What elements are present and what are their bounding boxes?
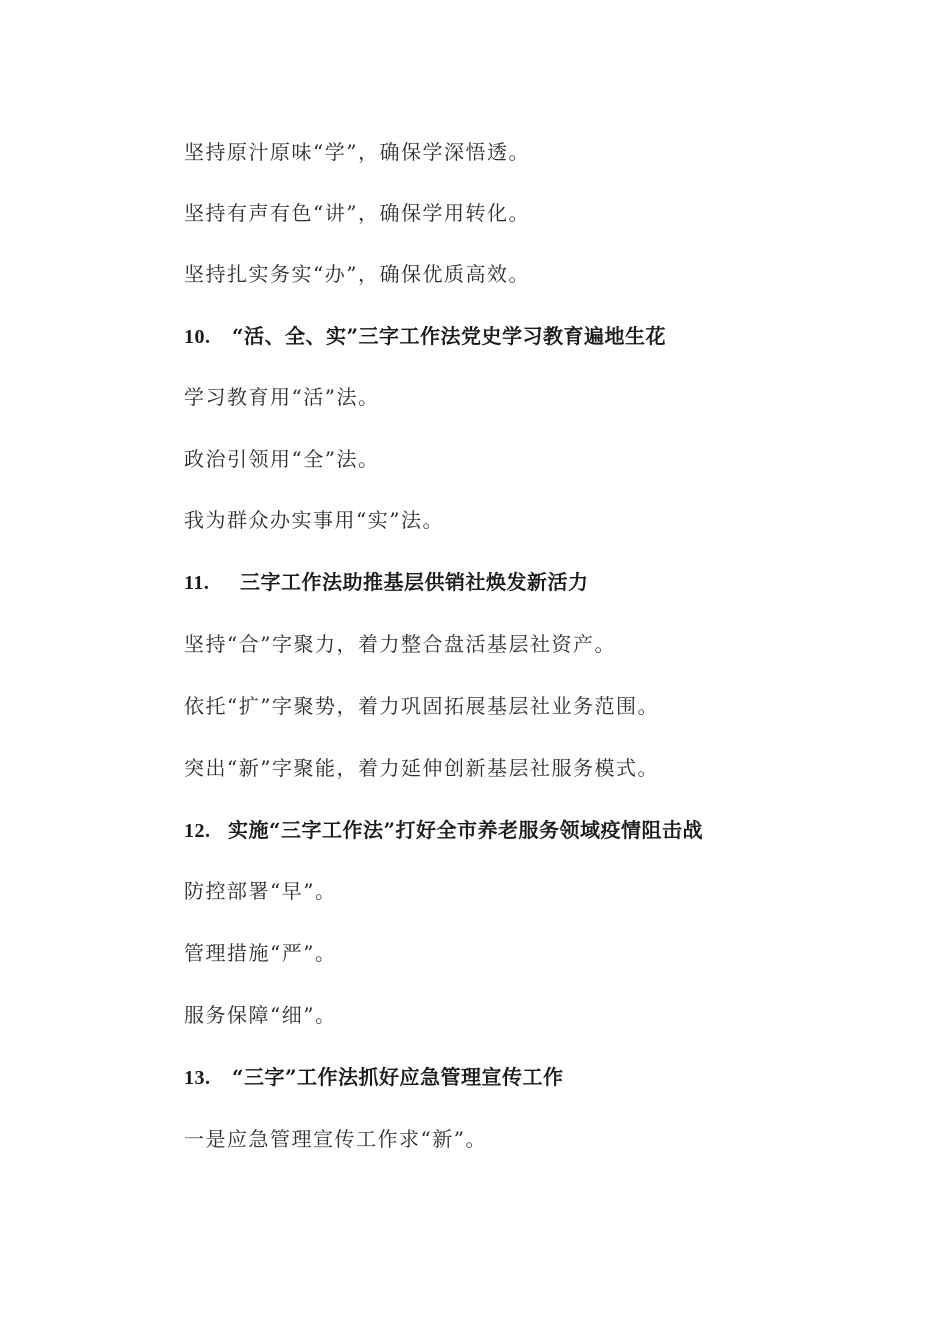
body-line-5: 政治引领用“全”法。 xyxy=(184,447,380,471)
section-number: 12. xyxy=(184,820,211,842)
section-heading-13 xyxy=(184,1065,564,1090)
section-title: 三字工作法助推基层供销社焕发新活力 xyxy=(240,570,589,594)
body-line-9: 突出“新”字聚能，着力延伸创新基层社服务模式。 xyxy=(184,756,659,780)
body-line-3: 坚持扎实务实“办”，确保优质高效。 xyxy=(184,262,530,286)
body-line-13: 一是应急管理宣传工作求“新”。 xyxy=(184,1127,487,1151)
section-heading-11 xyxy=(184,570,589,595)
body-line-12: 服务保障“细”。 xyxy=(184,1003,337,1027)
body-line-6: 我为群众办实事用“实”法。 xyxy=(184,508,444,532)
body-line-10: 防控部署“早”。 xyxy=(184,879,337,903)
body-line-11: 管理措施“严”。 xyxy=(184,941,337,965)
section-title: 实施“三字工作法”打好全市养老服务领域疫情阻击战 xyxy=(228,818,704,842)
body-line-7: 坚持“合”字聚力，着力整合盘活基层社资产。 xyxy=(184,632,616,656)
section-title: “活、全、实”三字工作法党史学习教育遍地生花 xyxy=(232,324,667,348)
body-line-1: 坚持原汁原味“学”，确保学深悟透。 xyxy=(184,140,530,164)
body-line-4: 学习教育用“活”法。 xyxy=(184,385,380,409)
body-line-2: 坚持有声有色“讲”，确保学用转化。 xyxy=(184,201,530,225)
section-title: “三字”工作法抓好应急管理宣传工作 xyxy=(232,1065,564,1089)
section-number: 10. xyxy=(184,326,211,348)
section-number: 11. xyxy=(184,572,210,594)
body-line-8: 依托“扩”字聚势，着力巩固拓展基层社业务范围。 xyxy=(184,694,659,718)
section-heading-10 xyxy=(184,324,666,349)
section-heading-12 xyxy=(184,818,703,843)
section-number: 13. xyxy=(184,1067,211,1089)
